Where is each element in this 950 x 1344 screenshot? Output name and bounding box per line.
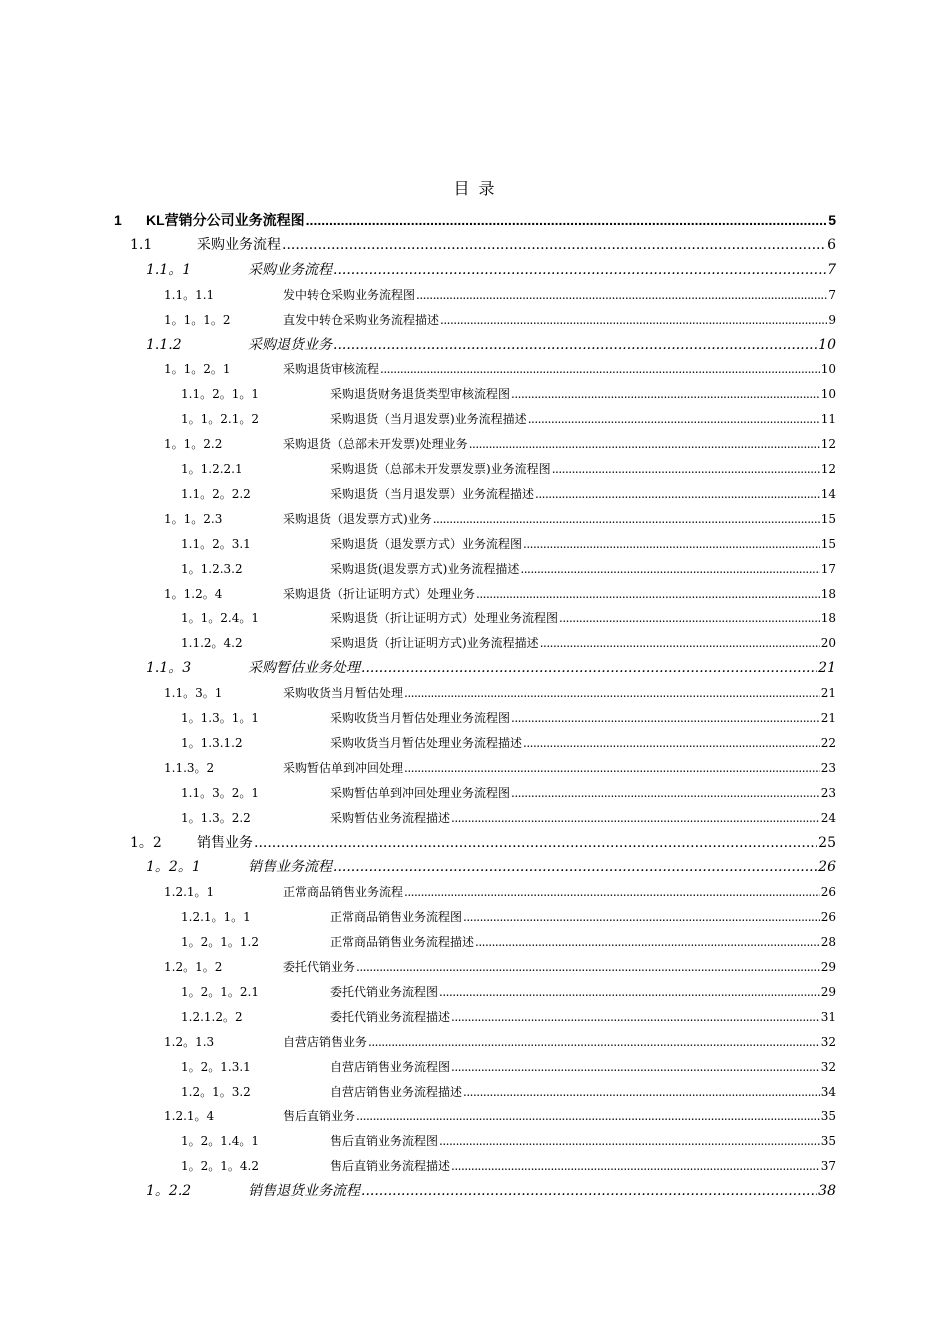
- dot-leader: [416, 285, 827, 305]
- toc-entry-page: 7: [828, 287, 836, 302]
- toc-entry-title: 采购退货审核流程: [283, 362, 380, 377]
- dot-leader: [476, 584, 820, 604]
- dot-leader: [380, 359, 820, 379]
- toc-entry-page: 15: [820, 536, 836, 551]
- toc-entry-page: 24: [820, 810, 836, 825]
- toc-entry-title: 售后直销业务流程描述: [330, 1159, 451, 1174]
- dot-leader: [404, 683, 820, 703]
- toc-entry[interactable]: [164, 1032, 836, 1052]
- dot-leader: [368, 1032, 820, 1052]
- toc-entry-number: 1.2.1。4: [164, 1109, 215, 1124]
- toc-entry-number: 1: [114, 212, 122, 228]
- dot-leader: [254, 833, 817, 853]
- toc-entry-number: 1。2.2: [146, 1183, 192, 1200]
- toc-entry-number: 1。1.2.2.1: [181, 462, 243, 476]
- toc-entry[interactable]: [181, 932, 836, 952]
- toc-entry-page: 35: [820, 1109, 836, 1124]
- toc-entry-title: 销售退货业务流程: [248, 1183, 360, 1200]
- toc-entry-number: 1.1。1.1: [164, 287, 215, 302]
- toc-entry-page: 21: [820, 686, 836, 701]
- toc-entry[interactable]: [164, 359, 836, 379]
- toc-entry-number: 1.2。1。2: [164, 960, 223, 974]
- toc-entry[interactable]: [164, 957, 836, 977]
- toc-entry-title: 委托代销业务流程描述: [330, 1009, 451, 1024]
- toc-title: 目 录: [453, 179, 497, 198]
- toc-entry-page: 32: [820, 1059, 836, 1074]
- toc-entry[interactable]: [164, 882, 836, 902]
- toc-entry-title: 采购退货业务: [248, 336, 332, 353]
- toc-entry[interactable]: [164, 285, 836, 305]
- toc-entry-page: 31: [820, 1009, 836, 1024]
- toc-entry-number: 1。1.3.1.2: [181, 735, 243, 750]
- toc-entry-page: 15: [820, 511, 836, 526]
- toc-entry-title: 自营店销售业务流程描述: [330, 1084, 463, 1099]
- toc-entry-title: 采购退货（折让证明方式)业务流程描述: [330, 636, 539, 651]
- toc-entry[interactable]: [181, 1007, 836, 1027]
- dot-leader: [333, 857, 817, 877]
- toc-entry-title: 采购退货（当月退发票)业务流程描述: [330, 412, 527, 427]
- toc-entry[interactable]: [181, 808, 836, 828]
- dot-leader: [333, 260, 826, 280]
- dot-leader: [523, 733, 820, 753]
- toc-entry-title: 销售业务: [197, 834, 253, 851]
- toc-entry[interactable]: [164, 683, 836, 703]
- toc-entry-number: 1。1。2。1: [164, 362, 231, 377]
- toc-entry-number: 1。1。2.1。2: [181, 412, 259, 427]
- dot-leader: [356, 1106, 820, 1126]
- toc-entry-page: 34: [820, 1084, 836, 1099]
- toc-entry-number: 1.2.1.2。2: [181, 1009, 243, 1024]
- toc-entry-title: 采购退货（当月退发票）业务流程描述: [330, 486, 535, 501]
- toc-entry[interactable]: [181, 907, 836, 927]
- toc-entry[interactable]: [181, 1156, 836, 1176]
- dot-leader: [404, 882, 820, 902]
- toc-entry-number: 1。1.3。1。1: [181, 711, 259, 725]
- toc-entry[interactable]: [114, 210, 836, 230]
- dot-leader: [463, 907, 820, 927]
- toc-entry[interactable]: [146, 1181, 836, 1201]
- dot-leader: [333, 335, 817, 355]
- toc-entry-page: 14: [820, 486, 836, 501]
- toc-entry[interactable]: [181, 733, 836, 753]
- toc-entry-number: 1.2。1。3.2: [181, 1084, 251, 1099]
- toc-entry-page: 6: [827, 236, 836, 253]
- toc-entry[interactable]: [181, 608, 836, 628]
- toc-entry-page: 11: [820, 412, 836, 427]
- toc-entry[interactable]: [164, 584, 836, 604]
- toc-entry-number: 1。1。2.2: [164, 437, 223, 452]
- toc-entry[interactable]: [181, 484, 836, 504]
- toc-entry[interactable]: [181, 982, 836, 1002]
- toc-entry[interactable]: [146, 260, 836, 280]
- toc-entry-page: 12: [820, 437, 836, 452]
- toc-entry-title: 采购退货(退发票方式)业务流程描述: [330, 561, 520, 576]
- toc-entry[interactable]: [130, 833, 836, 853]
- dot-leader: [404, 758, 820, 778]
- toc-entry-number: 1.2。1.3: [164, 1034, 215, 1049]
- toc-entry[interactable]: [164, 1106, 836, 1126]
- toc-entry-number: 1。2。1。4.2: [181, 1159, 259, 1174]
- toc-entry[interactable]: [181, 409, 836, 429]
- toc-entry-number: 1。1。1。2: [164, 312, 231, 327]
- toc-entry-title: 采购暂估业务流程描述: [330, 810, 451, 825]
- toc-entry-title: 自营店销售业务流程图: [330, 1059, 451, 1074]
- toc-entry-title: 直发中转仓采购业务流程描述: [283, 312, 440, 327]
- toc-entry[interactable]: [181, 1057, 836, 1077]
- toc-entry-number: 1.1: [130, 236, 153, 253]
- toc-entry-number: 1.1。3。1: [164, 686, 223, 701]
- toc-entry-number: 1.1。3: [146, 660, 192, 677]
- toc-entry-title: 采购退货（总部未开发票发票)业务流程图: [330, 462, 551, 476]
- toc-entry-number: 1。2: [130, 834, 162, 851]
- toc-entry-number: 1。1.3。2.2: [181, 810, 251, 825]
- dot-leader: [535, 484, 820, 504]
- toc-entry-page: 25: [818, 834, 836, 851]
- toc-entry-page: 38: [818, 1183, 836, 1200]
- toc-entry-page: 28: [820, 935, 836, 950]
- toc-entry-title: 采购暂估单到冲回处理业务流程图: [330, 785, 511, 800]
- toc-entry-page: 17: [820, 561, 836, 576]
- toc-entry[interactable]: [164, 434, 836, 454]
- dot-leader: [451, 808, 820, 828]
- dot-leader: [282, 235, 826, 255]
- toc-entry-title: 采购业务流程: [248, 261, 332, 278]
- toc-entry-title: 采购收货当月暂估处理业务流程图: [330, 711, 511, 725]
- toc-entry-title: 采购退货财务退货类型审核流程图: [330, 387, 511, 402]
- toc-entry-number: 1.1。2。2.2: [181, 486, 251, 501]
- toc-entry-title: 采购退货（退发票方式）业务流程图: [330, 536, 523, 551]
- toc-entry-title: 正常商品销售业务流程描述: [330, 935, 475, 950]
- dot-leader: [469, 434, 820, 454]
- toc-entry-number: 1。2。1。1.2: [181, 935, 259, 950]
- dot-leader: [356, 957, 820, 977]
- toc-entry-number: 1。2。1。2.1: [181, 984, 259, 999]
- toc-entry[interactable]: [146, 335, 836, 355]
- toc-entry[interactable]: [146, 658, 836, 678]
- toc-entry-page: 26: [820, 910, 836, 925]
- toc-entry[interactable]: [130, 235, 836, 255]
- dot-leader: [439, 982, 820, 1002]
- toc-entry-title: 委托代销业务流程图: [330, 984, 439, 999]
- dot-leader: [451, 1057, 820, 1077]
- toc-entry-page: 26: [818, 859, 836, 876]
- toc-entry-number: 1.2.1。1: [164, 885, 215, 900]
- dot-leader: [463, 1082, 820, 1102]
- toc-entry[interactable]: [181, 559, 836, 579]
- toc-entry-page: 23: [820, 785, 836, 800]
- toc-entry-page: 35: [820, 1134, 836, 1149]
- toc-entry-number: 1。2。1.3.1: [181, 1059, 251, 1074]
- dot-leader: [511, 384, 820, 404]
- toc-entry-number: 1。1。2.3: [164, 511, 223, 526]
- toc-entry-title: 采购收货当月暂估处理: [283, 686, 404, 701]
- toc-entry-page: 29: [820, 984, 836, 999]
- toc-entry-page: 10: [820, 387, 836, 402]
- dot-leader: [451, 1007, 820, 1027]
- toc-entry-number: 1。1.2.3.2: [181, 561, 243, 576]
- dot-leader: [361, 658, 817, 678]
- toc-entry-page: 21: [820, 711, 836, 725]
- dot-leader: [523, 534, 820, 554]
- toc-entry[interactable]: [164, 509, 836, 529]
- dot-leader: [511, 783, 820, 803]
- toc-entry-title: 采购暂估业务处理: [248, 660, 360, 677]
- toc-entry[interactable]: [181, 1131, 836, 1151]
- toc-entry-page: 10: [820, 362, 836, 377]
- toc-entry[interactable]: [181, 384, 836, 404]
- dot-leader: [440, 310, 827, 330]
- toc-entry-number: 1.1.3。2: [164, 760, 215, 775]
- toc-entry-title: KL营销分公司业务流程图: [146, 212, 305, 228]
- toc-entry-title: 采购收货当月暂估处理业务流程描述: [330, 735, 523, 750]
- toc-entry-page: 37: [820, 1159, 836, 1174]
- toc-entry-number: 1。1。2.4。1: [181, 611, 259, 626]
- toc-entry-number: 1.1.2。4.2: [181, 636, 243, 651]
- toc-entry-title: 采购暂估单到冲回处理: [283, 760, 404, 775]
- dot-leader: [475, 932, 820, 952]
- toc-entry-page: 26: [820, 885, 836, 900]
- toc-entry-title: 售后直销业务: [283, 1109, 356, 1124]
- toc-entry-number: 1。2。1: [146, 859, 201, 876]
- dot-leader: [559, 608, 820, 628]
- toc-entry-title: 采购退货（折让证明方式）处理业务流程图: [330, 611, 559, 626]
- toc-entry-page: 12: [820, 462, 836, 476]
- toc-entry-title: 正常商品销售业务流程: [283, 885, 404, 900]
- toc-entry-title: 采购退货（折让证明方式）处理业务: [283, 586, 476, 601]
- toc-entry-number: 1.1。2。3.1: [181, 536, 251, 551]
- toc-entry-title: 采购退货（退发票方式)业务: [283, 511, 432, 526]
- toc-entry[interactable]: [181, 534, 836, 554]
- toc-entry[interactable]: [181, 708, 836, 728]
- toc-entry-page: 23: [820, 760, 836, 775]
- toc-entry-page: 32: [820, 1034, 836, 1049]
- dot-leader: [433, 509, 820, 529]
- toc-entry-title: 自营店销售业务: [283, 1034, 368, 1049]
- toc-entry[interactable]: [181, 633, 836, 653]
- toc-entry-title: 售后直销业务流程图: [330, 1134, 439, 1149]
- toc-entry-number: 1。1.2。4: [164, 586, 223, 601]
- toc-entry-title: 正常商品销售业务流程图: [330, 910, 463, 925]
- dot-leader: [439, 1131, 820, 1151]
- toc-entry-page: 9: [828, 312, 836, 327]
- toc-entry[interactable]: [181, 1082, 836, 1102]
- toc-entry-page: 22: [820, 735, 836, 750]
- toc-entry-page: 29: [820, 960, 836, 974]
- toc-entry-number: 1.1。1: [146, 261, 192, 278]
- toc-entry-page: 21: [818, 660, 836, 677]
- toc-entry-page: 18: [820, 586, 836, 601]
- toc-entry-number: 1。2。1.4。1: [181, 1134, 259, 1149]
- toc-entry[interactable]: [164, 310, 836, 330]
- toc-entry-number: 1.1。2。1。1: [181, 387, 259, 402]
- toc-entry-title: 采购业务流程: [197, 236, 281, 253]
- toc-entry-number: 1.1。3。2。1: [181, 785, 259, 800]
- toc-entry-page: 20: [820, 636, 836, 651]
- toc-entry[interactable]: [181, 783, 836, 803]
- toc-entry-page: 10: [818, 336, 836, 353]
- dot-leader: [520, 559, 819, 579]
- dot-leader: [451, 1156, 820, 1176]
- toc-entry-title: 发中转仓采购业务流程图: [283, 287, 416, 302]
- dot-leader: [306, 210, 828, 230]
- toc-entry[interactable]: [146, 857, 836, 877]
- toc-entry-page: 5: [828, 212, 836, 228]
- dot-leader: [511, 708, 820, 728]
- toc-entry-title: 委托代销业务: [283, 960, 356, 974]
- toc-entry[interactable]: [164, 758, 836, 778]
- toc-entry-page: 18: [820, 611, 836, 626]
- dot-leader: [552, 459, 820, 479]
- toc-entry-title: 采购退货（总部未开发票)处理业务: [283, 437, 468, 452]
- toc-entry-number: 1.2.1。1。1: [181, 910, 251, 925]
- dot-leader: [361, 1181, 817, 1201]
- toc-entry-title: 销售业务流程: [248, 859, 332, 876]
- toc-entry[interactable]: [181, 459, 836, 479]
- toc-entry-page: 7: [827, 261, 836, 278]
- toc-entry-number: 1.1.2: [146, 336, 182, 353]
- dot-leader: [540, 633, 820, 653]
- dot-leader: [528, 409, 820, 429]
